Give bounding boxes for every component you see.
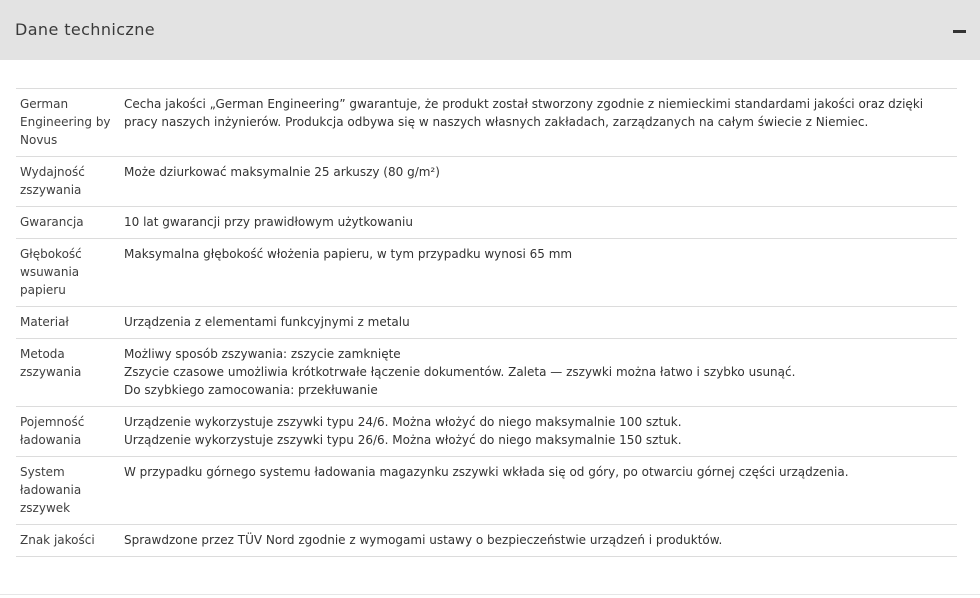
spec-label: Głębokość wsuwania papieru [20, 247, 82, 297]
spec-label: System ładowania zszywek [20, 465, 82, 515]
panel-title: Dane techniczne [15, 19, 156, 39]
spec-label: Gwarancja [20, 215, 84, 229]
spec-value-line: W przypadku górnego systemu ładowania magazynku zszywki wkłada się od góry, po otwarciu górnej części urządzenia. [124, 465, 849, 479]
table-row [16, 307, 957, 339]
spec-value-line: 10 lat gwarancji przy prawidłowym użytkowaniu [124, 215, 413, 229]
spec-label: German Engineering by Novus [20, 97, 111, 147]
table-row [16, 525, 957, 557]
table-row [16, 157, 957, 207]
spec-value [120, 407, 957, 457]
spec-value-line: Do szybkiego zamocowania: przekłuwanie [124, 383, 378, 397]
minus-icon[interactable] [953, 30, 966, 33]
table-row [16, 207, 957, 239]
spec-label: Pojemność ładowania [20, 415, 85, 447]
spec-value-line: Urządzenia z elementami funkcyjnymi z metalu [124, 315, 410, 329]
spec-value [120, 457, 957, 525]
spec-label: Metoda zszywania [20, 347, 82, 379]
spec-label: Wydajność zszywania [20, 165, 85, 197]
divider [0, 594, 980, 595]
spec-value-line: Urządzenie wykorzystuje zszywki typu 26/6. Można włożyć do niego maksymalnie 150 sztuk. [124, 433, 682, 447]
spec-label: Materiał [20, 315, 69, 329]
spec-label: Znak jakości [20, 533, 95, 547]
table-row [16, 407, 957, 457]
spec-value [120, 89, 957, 157]
specs-table [16, 88, 957, 557]
spec-value-line: Może dziurkować maksymalnie 25 arkuszy (80 g/m²) [124, 165, 440, 179]
spec-value-line: Maksymalna głębokość włożenia papieru, w tym przypadku wynosi 65 mm [124, 247, 573, 261]
panel-header[interactable] [0, 0, 980, 60]
table-row [16, 339, 957, 407]
spec-value [120, 307, 957, 339]
spec-value [120, 157, 957, 207]
spec-value-line: Możliwy sposób zszywania: zszycie zamknięte [124, 347, 401, 361]
panel-body [0, 60, 980, 557]
spec-value [120, 339, 957, 407]
table-row [16, 457, 957, 525]
table-row [16, 89, 957, 157]
spec-value-line: Urządzenie wykorzystuje zszywki typu 24/6. Można włożyć do niego maksymalnie 100 sztuk. [124, 415, 682, 429]
table-row [16, 239, 957, 307]
spec-value-line: Cecha jakości „German Engineering” gwarantuje, że produkt został stworzony zgodnie z niemieckimi standardami jakości oraz dzięki pracy naszych inżynierów. Produkcja odbywa się w naszych własnych zakładach, zarządzanych na całym świecie z Niemiec. [124, 97, 924, 129]
spec-value [120, 525, 957, 557]
spec-value [120, 239, 957, 307]
spec-value-line: Sprawdzone przez TÜV Nord zgodnie z wymogami ustawy o bezpieczeństwie urządzeń i produktów. [124, 533, 723, 547]
spec-value-line: Zszycie czasowe umożliwia krótkotrwałe łączenie dokumentów. Zaleta — zszywki można łatwo i szybko usunąć. [124, 365, 796, 379]
spec-value [120, 207, 957, 239]
